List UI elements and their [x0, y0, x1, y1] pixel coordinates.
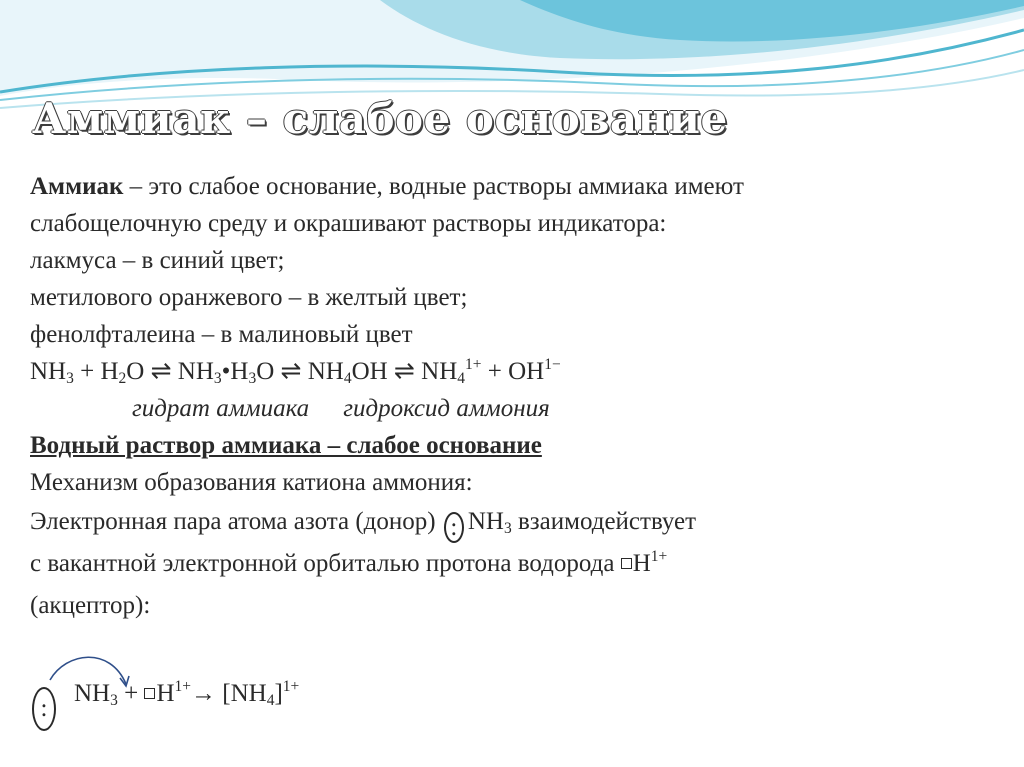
mechanism-line: (акцептор):: [30, 592, 151, 619]
equilibrium-equation: $NH_3 + H_2O$ ⇌ $NH_3•H_3O$ ⇌ $NH_4OH$ ⇌ $NH_4^{1+} + OH^{1-}$: [30, 355, 561, 387]
name-hydroxide: гидроксид аммония: [343, 395, 550, 422]
mechanism-line: с вакантной электронной орбиталью протона водорода $H^{1+}$: [30, 547, 668, 577]
electron-pair-icon: :: [444, 512, 464, 543]
text-line: фенолфталеина – в малиновый цвет: [30, 321, 413, 348]
mechanism-line: Электронная пара атома азота (донор) : $NH_3$ взаимодействует: [30, 508, 697, 541]
definition-line: [30, 168, 1000, 205]
reaction-equation: $:NH_3 + H^{1+}\to [NH_4]^{1+}$: [30, 680, 299, 731]
subheading: Водный раствор аммиака – слабое основание: [30, 432, 542, 459]
electron-pair-icon: :: [32, 687, 56, 731]
empty-orbital-icon: [621, 558, 632, 569]
empty-orbital-icon: [144, 688, 155, 699]
mechanism-heading: Механизм образования катиона аммония:: [30, 469, 473, 496]
definition-text: – это слабое основание, водные растворы аммиака имеют: [123, 173, 744, 200]
slide-body: [30, 168, 1000, 627]
text-line: слабощелочную среду и окрашивают растворы индикатора:: [30, 210, 667, 237]
term-ammonia: Аммиак: [30, 173, 124, 200]
text-line: лакмуса – в синий цвет;: [30, 247, 285, 274]
name-hydrate: гидрат аммиака: [132, 395, 310, 422]
text-line: метилового оранжевого – в желтый цвет;: [30, 284, 468, 311]
slide-title: Аммиак – слабое основание: [32, 94, 728, 143]
compound-names: [30, 390, 1000, 427]
